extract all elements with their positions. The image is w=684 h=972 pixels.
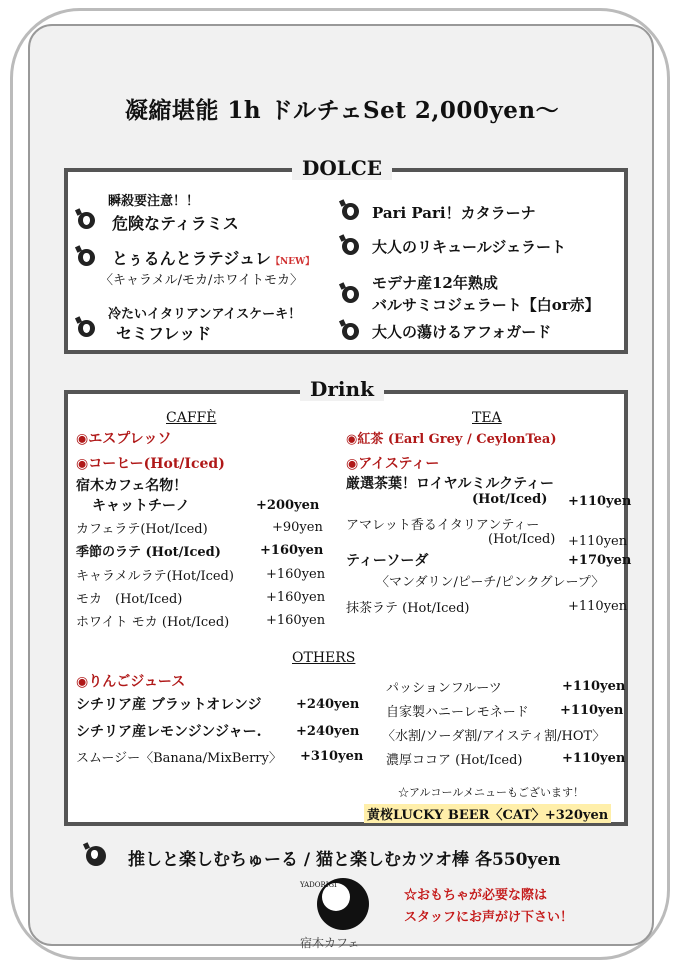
others-apple: ◉りんごジュース	[76, 674, 186, 690]
caffe-item-price: +90yen	[272, 520, 323, 535]
caffe-item-name: ホワイト モカ (Hot/Iced)	[76, 615, 230, 630]
others-item-name: シチリア産 ブラットオレンジ	[76, 697, 262, 713]
dolce-tiramisu: 危険なティラミス	[112, 214, 239, 233]
dolce-latte-jelly-flavors: 〈キャラメル/モカ/ホワイトモカ〉	[100, 273, 303, 288]
cat-icon	[78, 212, 95, 229]
others-item-price: +240yen	[296, 697, 360, 712]
dolce-balsamic-origin: モデナ産12年熟成	[372, 274, 498, 292]
others-cocoa: 濃厚ココア (Hot/Iced)	[386, 753, 523, 768]
alcohol-note: ☆アルコールメニューもございます！	[398, 786, 585, 799]
others-honey-variants: 〈水割/ソーダ割/アイスティ割/HOT〉	[382, 729, 606, 744]
caffe-item-name: 季節のラテ (Hot/Iced)	[76, 545, 221, 560]
dolce-catalana: Pari Pari！カタラーナ	[372, 204, 536, 222]
caffe-item-name: キャラメルラテ(Hot/Iced)	[76, 569, 234, 584]
cat-icon	[78, 249, 95, 266]
cat-icon	[342, 286, 359, 303]
caffe-item-price: +160yen	[266, 590, 326, 605]
toy-notice-2: スタッフにお声がけ下さい！	[404, 910, 574, 925]
dolce-note-tiramisu: 瞬殺要注意！！	[108, 194, 200, 209]
beer-line: 黄桜LUCKY BEER〈CAT〉+320yen	[364, 804, 611, 823]
tea-amaretto-price: +110yen	[568, 534, 628, 549]
dolce-latte-jelly: とぅるんとラテジュレ【NEW】	[112, 249, 315, 268]
cat-icon	[342, 238, 359, 255]
tea-soda-price: +170yen	[568, 553, 632, 568]
tea-matcha-price: +110yen	[568, 599, 628, 614]
cat-icon	[342, 203, 359, 220]
caffe-espresso: ◉エスプレッソ	[76, 431, 172, 447]
caffe-catccino-price: +200yen	[256, 498, 320, 513]
cat-icon	[86, 846, 106, 866]
tea-amaretto-hot: (Hot/Iced)	[488, 532, 556, 547]
tea-icetea: ◉アイスティー	[346, 456, 440, 472]
cat-icon	[78, 320, 95, 337]
others-passion-price: +110yen	[562, 679, 626, 694]
cat-icon	[342, 323, 359, 340]
logo-name: 宿木カフェ	[300, 936, 360, 950]
dolce-note-semifreddo: 冷たいイタリアンアイスケーキ！	[108, 307, 302, 322]
others-honey: 自家製ハニーレモネード	[386, 705, 529, 720]
dolce-balsamic-gelato: バルサミコジェラート【白or赤】	[372, 296, 600, 314]
tea-royal-hot: (Hot/Iced)	[472, 492, 548, 507]
toy-notice-1: ☆おもちゃが必要な際は	[404, 888, 548, 903]
others-item-price: +310yen	[300, 749, 364, 764]
dolce-heading: DOLCE	[0, 156, 684, 180]
tea-royal-price: +110yen	[568, 494, 632, 509]
drink-heading: Drink	[0, 377, 684, 401]
dolce-semifreddo: セミフレッド	[116, 324, 212, 343]
caffe-item-name: カフェラテ(Hot/Iced)	[76, 522, 208, 537]
page-title: 凝縮堪能 1h ドルチェSet 2,000yen〜	[124, 97, 560, 124]
tea-kocha: ◉紅茶 (Earl Grey / CeylonTea)	[346, 432, 557, 447]
others-honey-price: +110yen	[560, 703, 624, 718]
tea-amaretto: アマレット香るイタリアンティー	[346, 518, 540, 533]
tea-matcha: 抹茶ラテ (Hot/Iced)	[346, 601, 470, 616]
logo-top-text: YADORIGI	[300, 881, 337, 889]
caffe-famous-note: 宿木カフェ名物！	[76, 478, 188, 494]
churu-katsuo-line: 推しと楽しむちゅーる / 猫と楽しむカツオ棒 各550yen	[128, 850, 561, 870]
dolce-affogato: 大人の蕩けるアフォガード	[372, 323, 552, 341]
others-cocoa-price: +110yen	[562, 751, 626, 766]
dolce-liqueur-gelato: 大人のリキュールジェラート	[372, 238, 567, 256]
caffe-item-price: +160yen	[266, 567, 326, 582]
new-badge: 【NEW】	[271, 257, 315, 267]
caffe-header: CAFFÈ	[166, 410, 217, 426]
others-passion: パッションフルーツ	[386, 681, 502, 696]
caffe-item-name: モカ (Hot/Iced)	[76, 592, 183, 607]
tea-soda: ティーソーダ	[346, 553, 429, 569]
tea-header: TEA	[472, 410, 502, 426]
others-header: OTHERS	[292, 650, 356, 666]
others-item-name: スムージー〈Banana/MixBerry〉	[76, 751, 282, 766]
caffe-coffee: ◉コーヒー(Hot/Iced)	[76, 456, 225, 472]
others-item-price: +240yen	[296, 724, 360, 739]
caffe-item-price: +160yen	[266, 613, 326, 628]
others-item-name: シチリア産レモンジンジャー.	[76, 724, 262, 740]
tea-royal: 厳選茶葉！ロイヤルミルクティー	[346, 476, 555, 492]
caffe-catccino: キャットチーノ	[92, 498, 190, 514]
caffe-item-price: +160yen	[260, 543, 324, 558]
tea-soda-flavors: 〈マンダリン/ピーチ/ピンクグレープ〉	[376, 575, 605, 590]
